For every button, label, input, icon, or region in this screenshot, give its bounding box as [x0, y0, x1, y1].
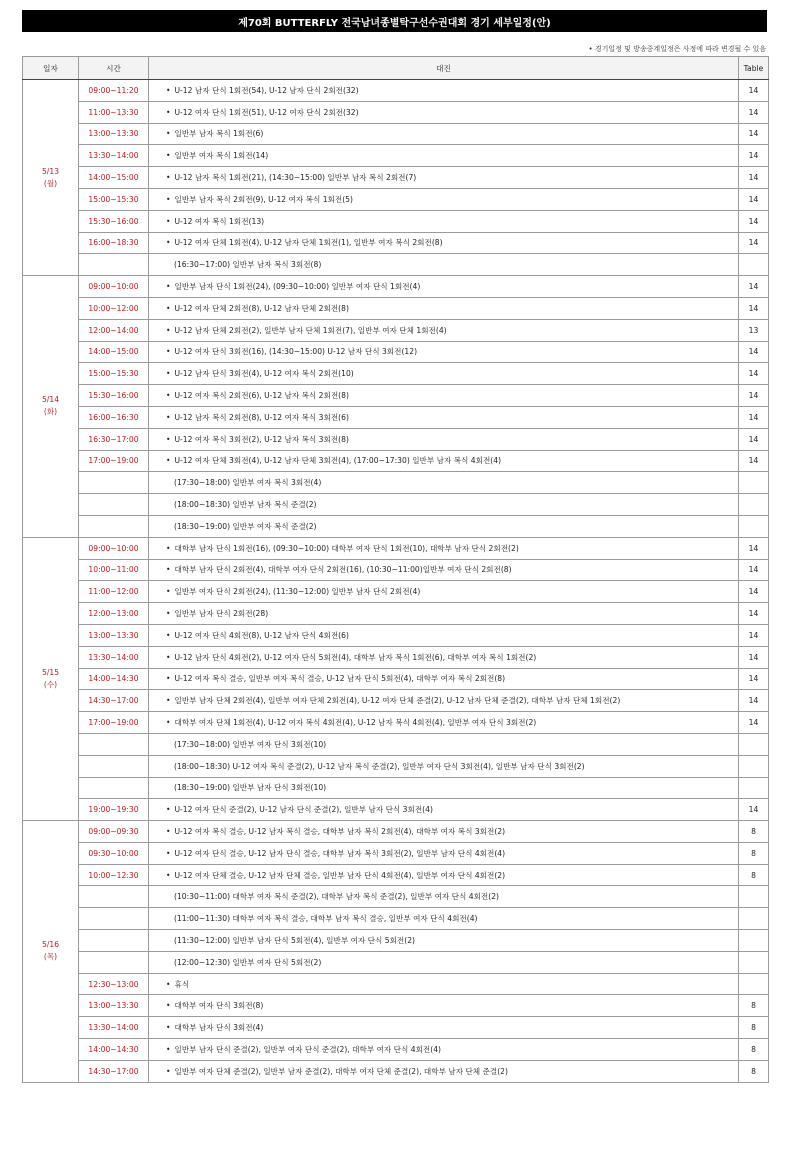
time-cell: 10:00~12:30 — [79, 864, 149, 886]
table-count-cell: 14 — [739, 799, 769, 821]
bullet-icon: • — [166, 85, 171, 95]
table-count-cell: 14 — [739, 101, 769, 123]
table-row — [23, 951, 769, 973]
time-cell: 14:00~14:30 — [79, 668, 149, 690]
time-cell: 13:00~13:30 — [79, 624, 149, 646]
match-cell — [149, 188, 739, 210]
match-cell — [149, 821, 739, 843]
bullet-icon: • — [166, 238, 171, 248]
match-text: 일반부 남자 단체 2회전(4), 일반부 여자 단체 2회전(4), U-12 여자 단체 준결(2), U-12 남자 단체 준결(2), 대학부 남자 단체 1회전(2) — [174, 696, 621, 706]
table-count-cell: 13 — [739, 319, 769, 341]
day-date: 5/14 — [41, 395, 60, 405]
table-row — [23, 167, 769, 189]
table-count-cell: 8 — [739, 1060, 769, 1082]
table-row — [23, 559, 769, 581]
match-cell — [149, 494, 739, 516]
time-cell: 16:30~17:00 — [79, 428, 149, 450]
table-row — [23, 385, 769, 407]
bullet-icon: • — [166, 303, 171, 313]
table-count-cell: 14 — [739, 385, 769, 407]
table-row — [23, 145, 769, 167]
table-row — [23, 1060, 769, 1082]
table-row — [23, 581, 769, 603]
table-count-cell — [739, 930, 769, 952]
table-row — [23, 254, 769, 276]
match-text: U-12 여자 복식 2회전(6), U-12 남자 복식 2회전(8) — [174, 391, 349, 401]
bullet-icon: • — [166, 216, 171, 226]
table-count-cell: 14 — [739, 668, 769, 690]
table-header-row — [23, 57, 769, 80]
match-text: 대학부 여자 단체 1회전(4), U-12 여자 복식 4회전(4), U-12 남자 복식 4회전(4), 일반부 여자 단식 3회전(2) — [174, 718, 537, 727]
match-text: U-12 남자 단식 3회전(4), U-12 여자 복식 2회전(10) — [174, 369, 354, 379]
match-text: 휴식 — [174, 979, 190, 989]
table-row — [23, 494, 769, 516]
bullet-icon: • — [166, 848, 171, 858]
table-count-cell: 14 — [739, 428, 769, 450]
bullet-icon: • — [166, 369, 171, 379]
match-text: U-12 남자 단식 4회전(2), U-12 여자 단식 5회전(4), 대학부 남자 복식 1회전(6), 대학부 여자 복식 1회전(2) — [174, 652, 537, 662]
match-text: U-12 여자 단식 4회전(8), U-12 남자 단식 4회전(6) — [174, 630, 349, 640]
match-cell — [149, 406, 739, 428]
match-cell — [149, 624, 739, 646]
match-text: 대학부 남자 단식 2회전(4), 대학부 여자 단식 2회전(16), (10:30~11:00)일반부 여자 단식 2회전(8) — [174, 565, 512, 575]
match-cell — [149, 167, 739, 189]
match-cell — [149, 297, 739, 319]
table-row — [23, 908, 769, 930]
time-cell: 14:30~17:00 — [79, 690, 149, 712]
header-match: 대진 — [149, 57, 739, 80]
time-cell: 17:00~19:00 — [79, 450, 149, 472]
match-text: 대학부 남자 단식 3회전(4) — [174, 1023, 264, 1033]
bullet-icon: • — [166, 587, 171, 597]
table-count-cell — [739, 494, 769, 516]
bullet-icon: • — [166, 609, 171, 619]
match-text: 대학부 여자 단식 3회전(8) — [174, 1001, 264, 1011]
time-cell: 14:00~14:30 — [79, 1039, 149, 1061]
table-count-cell — [739, 755, 769, 777]
table-row — [23, 363, 769, 385]
bullet-icon: • — [166, 652, 171, 662]
match-text: (11:30~12:00) 일반부 남자 단식 5회전(4), 일반부 여자 단식 5회전(2) — [174, 935, 415, 945]
match-text: U-12 여자 단체 1회전(4), U-12 남자 단체 1회전(1), 일반부 여자 복식 2회전(8) — [174, 238, 443, 248]
table-count-cell: 8 — [739, 995, 769, 1017]
table-count-cell: 14 — [739, 624, 769, 646]
match-text: (12:00~12:30) 일반부 여자 단식 5회전(2) — [174, 957, 322, 967]
time-cell: 13:30~14:00 — [79, 646, 149, 668]
table-row — [23, 603, 769, 625]
match-cell — [149, 341, 739, 363]
match-text: 대학부 남자 단식 1회전(16), (09:30~10:00) 대학부 여자 단식 1회전(10), 대학부 남자 단식 2회전(2) — [174, 543, 519, 553]
bullet-icon: • — [166, 630, 171, 640]
day-date-cell — [23, 80, 79, 276]
match-text: 일반부 여자 복식 1회전(14) — [174, 151, 269, 161]
time-cell: 15:30~16:00 — [79, 385, 149, 407]
table-count-cell: 14 — [739, 297, 769, 319]
bullet-icon: • — [166, 173, 171, 183]
time-cell — [79, 494, 149, 516]
bullet-icon: • — [166, 696, 171, 706]
match-cell — [149, 973, 739, 995]
match-text: U-12 여자 단식 결승, U-12 남자 단식 결승, 대학부 남자 복식 3회전(2), 일반부 남자 단식 4회전(4) — [174, 848, 506, 858]
time-cell: 16:00~16:30 — [79, 406, 149, 428]
time-cell: 09:00~10:00 — [79, 537, 149, 559]
table-row — [23, 80, 769, 102]
header-time: 시간 — [79, 57, 149, 80]
table-count-cell: 14 — [739, 712, 769, 734]
table-row — [23, 712, 769, 734]
table-row — [23, 210, 769, 232]
time-cell — [79, 886, 149, 908]
time-cell — [79, 254, 149, 276]
match-cell — [149, 145, 739, 167]
match-cell — [149, 319, 739, 341]
time-cell: 12:00~14:00 — [79, 319, 149, 341]
table-count-cell: 14 — [739, 406, 769, 428]
table-row — [23, 690, 769, 712]
match-text: (18:00~18:30) 일반부 남자 복식 준결(2) — [174, 500, 317, 510]
day-date: 5/13 — [41, 166, 60, 176]
bullet-icon: • — [166, 107, 171, 117]
table-row — [23, 624, 769, 646]
bullet-icon: • — [166, 347, 171, 357]
table-count-cell: 14 — [739, 690, 769, 712]
table-count-cell: 8 — [739, 842, 769, 864]
bullet-icon: • — [166, 674, 171, 684]
schedule-table — [22, 56, 769, 1083]
match-text: 일반부 여자 단체 준결(2), 일반부 남자 준결(2), 대학부 여자 단체 준결(2), 대학부 남자 단체 준결(2) — [174, 1066, 508, 1076]
table-row — [23, 297, 769, 319]
table-count-cell: 14 — [739, 276, 769, 298]
table-row — [23, 188, 769, 210]
table-row — [23, 341, 769, 363]
table-row — [23, 973, 769, 995]
match-text: 일반부 남자 복식 2회전(9), U-12 여자 복식 1회전(5) — [174, 194, 353, 204]
match-cell — [149, 930, 739, 952]
match-cell — [149, 951, 739, 973]
table-row — [23, 668, 769, 690]
time-cell: 12:30~13:00 — [79, 973, 149, 995]
match-cell — [149, 1017, 739, 1039]
table-row — [23, 537, 769, 559]
match-cell — [149, 210, 739, 232]
time-cell: 11:00~13:30 — [79, 101, 149, 123]
table-count-cell — [739, 254, 769, 276]
time-cell: 10:00~11:00 — [79, 559, 149, 581]
time-cell: 13:30~14:00 — [79, 1017, 149, 1039]
match-text: U-12 여자 단식 준결(2), U-12 남자 단식 준결(2), 일반부 남자 단식 3회전(4) — [174, 805, 433, 815]
bullet-icon: • — [166, 151, 171, 161]
time-cell: 12:00~13:00 — [79, 603, 149, 625]
match-cell — [149, 472, 739, 494]
time-cell: 13:00~13:30 — [79, 123, 149, 145]
bullet-icon: • — [166, 979, 171, 989]
table-row — [23, 428, 769, 450]
table-count-cell: 14 — [739, 167, 769, 189]
table-count-cell: 14 — [739, 341, 769, 363]
time-cell: 09:00~11:20 — [79, 80, 149, 102]
table-count-cell: 14 — [739, 559, 769, 581]
page-title: 제70회 BUTTERFLY 전국남녀종별탁구선수권대회 경기 세부일정(안) — [22, 10, 767, 32]
table-row — [23, 232, 769, 254]
match-text: (10:30~11:00) 대학부 여자 복식 준결(2), 대학부 남자 복식 준결(2), 일반부 여자 단식 4회전(2) — [174, 892, 500, 902]
table-row — [23, 842, 769, 864]
table-row — [23, 450, 769, 472]
time-cell: 10:00~12:00 — [79, 297, 149, 319]
match-cell — [149, 232, 739, 254]
time-cell — [79, 515, 149, 537]
match-cell — [149, 385, 739, 407]
table-row — [23, 777, 769, 799]
bullet-icon: • — [166, 325, 171, 335]
day-weekday: (목) — [43, 952, 58, 962]
match-cell — [149, 842, 739, 864]
table-count-cell: 14 — [739, 80, 769, 102]
match-cell — [149, 450, 739, 472]
header-date: 일자 — [23, 57, 79, 80]
day-weekday: (월) — [43, 178, 58, 188]
match-text: U-12 여자 단식 1회전(51), U-12 여자 단식 2회전(32) — [174, 107, 359, 117]
match-text: U-12 남자 복식 2회전(8), U-12 여자 복식 3회전(6) — [174, 412, 349, 422]
match-text: 일반부 남자 단식 준결(2), 일반부 여자 단식 준결(2), 대학부 여자 단식 4회전(4) — [174, 1044, 442, 1054]
bullet-icon: • — [166, 412, 171, 422]
match-cell — [149, 581, 739, 603]
match-text: (16:30~17:00) 일반부 남자 복식 3회전(8) — [174, 260, 322, 270]
table-count-cell — [739, 886, 769, 908]
table-count-cell: 14 — [739, 188, 769, 210]
table-row — [23, 406, 769, 428]
table-count-cell: 14 — [739, 232, 769, 254]
match-cell — [149, 995, 739, 1017]
table-row — [23, 799, 769, 821]
time-cell — [79, 930, 149, 952]
table-count-cell — [739, 908, 769, 930]
table-row — [23, 821, 769, 843]
bullet-icon: • — [166, 391, 171, 401]
table-count-cell: 14 — [739, 123, 769, 145]
time-cell: 13:00~13:30 — [79, 995, 149, 1017]
match-text: U-12 남자 단체 2회전(2), 일반부 남자 단체 1회전(7), 일반부 여자 단체 1회전(4) — [174, 325, 447, 335]
day-date-cell — [23, 537, 79, 820]
match-text: (18:30~19:00) 일반부 여자 복식 준결(2) — [174, 521, 317, 531]
time-cell: 15:00~15:30 — [79, 363, 149, 385]
bullet-icon: • — [166, 826, 171, 836]
time-cell: 09:00~10:00 — [79, 276, 149, 298]
time-cell — [79, 733, 149, 755]
table-row — [23, 646, 769, 668]
time-cell — [79, 777, 149, 799]
match-text: U-12 여자 복식 결승, 일반부 여자 복식 결승, U-12 남자 단식 5회전(4), 대학부 여자 복식 2회전(8) — [174, 674, 506, 684]
match-cell — [149, 799, 739, 821]
table-count-cell: 14 — [739, 210, 769, 232]
table-count-cell — [739, 733, 769, 755]
match-text: 일반부 남자 복식 1회전(6) — [174, 129, 264, 139]
table-count-cell: 14 — [739, 537, 769, 559]
table-count-cell: 14 — [739, 363, 769, 385]
match-text: U-12 남자 단식 1회전(54), U-12 남자 단식 2회전(32) — [174, 85, 359, 95]
match-cell — [149, 1039, 739, 1061]
match-cell — [149, 80, 739, 102]
table-count-cell — [739, 472, 769, 494]
time-cell: 17:00~19:00 — [79, 712, 149, 734]
match-cell — [149, 864, 739, 886]
time-cell: 15:30~16:00 — [79, 210, 149, 232]
bullet-icon: • — [166, 282, 171, 292]
day-date-cell — [23, 821, 79, 1083]
bullet-icon: • — [166, 718, 171, 727]
match-cell — [149, 712, 739, 734]
match-cell — [149, 101, 739, 123]
table-count-cell: 8 — [739, 1039, 769, 1061]
bullet-icon: • — [166, 543, 171, 553]
match-cell — [149, 908, 739, 930]
table-row — [23, 864, 769, 886]
match-cell — [149, 668, 739, 690]
day-date: 5/15 — [41, 667, 60, 677]
table-row — [23, 1017, 769, 1039]
match-text: U-12 여자 단체 2회전(8), U-12 남자 단체 2회전(8) — [174, 303, 349, 313]
time-cell: 14:00~15:00 — [79, 341, 149, 363]
match-cell — [149, 603, 739, 625]
time-cell — [79, 951, 149, 973]
table-count-cell: 8 — [739, 864, 769, 886]
match-text: (17:30~18:00) 일반부 여자 단식 3회전(10) — [174, 739, 327, 749]
bullet-icon: • — [166, 870, 171, 880]
match-text: 일반부 여자 단식 2회전(24), (11:30~12:00) 일반부 남자 단식 2회전(4) — [174, 587, 421, 597]
table-row — [23, 472, 769, 494]
match-text: 일반부 남자 단식 1회전(24), (09:30~10:00) 일반부 여자 단식 1회전(4) — [174, 282, 421, 292]
time-cell — [79, 472, 149, 494]
table-count-cell: 14 — [739, 145, 769, 167]
match-text: U-12 남자 복식 1회전(21), (14:30~15:00) 일반부 남자 복식 2회전(7) — [174, 173, 417, 183]
bullet-icon: • — [166, 194, 171, 204]
bullet-icon: • — [166, 1001, 171, 1011]
match-text: U-12 여자 복식 3회전(2), U-12 남자 복식 3회전(8) — [174, 434, 349, 444]
match-text: (18:30~19:00) 일반부 남자 단식 3회전(10) — [174, 783, 327, 793]
bullet-icon: • — [166, 456, 171, 466]
table-row — [23, 886, 769, 908]
match-text: U-12 여자 단체 3회전(4), U-12 남자 단체 3회전(4), (17:00~17:30) 일반부 남자 복식 4회전(4) — [174, 456, 502, 466]
table-row — [23, 1039, 769, 1061]
day-date-cell — [23, 276, 79, 538]
table-row — [23, 123, 769, 145]
match-text: (17:30~18:00) 일반부 여자 복식 3회전(4) — [174, 478, 322, 488]
day-date: 5/16 — [41, 940, 60, 950]
bullet-icon: • — [166, 1066, 171, 1076]
bullet-icon: • — [166, 805, 171, 815]
match-cell — [149, 254, 739, 276]
table-row — [23, 276, 769, 298]
table-row — [23, 995, 769, 1017]
table-row — [23, 930, 769, 952]
table-count-cell: 8 — [739, 1017, 769, 1039]
schedule-body — [23, 80, 769, 1083]
table-row — [23, 755, 769, 777]
bullet-icon: • — [166, 434, 171, 444]
time-cell: 16:00~18:30 — [79, 232, 149, 254]
match-cell — [149, 559, 739, 581]
match-text: 일반부 남자 단식 2회전(28) — [174, 609, 269, 619]
match-text: U-12 여자 복식 결승, U-12 남자 복식 결승, 대학부 남자 복식 2회전(4), 대학부 여자 복식 3회전(2) — [174, 826, 506, 836]
time-cell: 14:00~15:00 — [79, 167, 149, 189]
time-cell: 19:00~19:30 — [79, 799, 149, 821]
table-count-cell — [739, 515, 769, 537]
match-cell — [149, 1060, 739, 1082]
table-count-cell — [739, 951, 769, 973]
bullet-icon: • — [166, 129, 171, 139]
match-text: U-12 여자 단체 결승, U-12 남자 단체 결승, 일반부 남자 단식 4회전(4), 일반부 여자 단식 4회전(2) — [174, 870, 506, 880]
table-row — [23, 733, 769, 755]
match-text: U-12 여자 복식 1회전(13) — [174, 216, 265, 226]
match-cell — [149, 886, 739, 908]
table-row — [23, 101, 769, 123]
match-cell — [149, 276, 739, 298]
time-cell: 09:30~10:00 — [79, 842, 149, 864]
time-cell — [79, 908, 149, 930]
match-cell — [149, 733, 739, 755]
time-cell: 09:00~09:30 — [79, 821, 149, 843]
time-cell: 14:30~17:00 — [79, 1060, 149, 1082]
match-cell — [149, 123, 739, 145]
match-text: (18:00~18:30) U-12 여자 복식 준결(2), U-12 남자 복식 준결(2), 일반부 여자 단식 3회전(4), 일반부 남자 단식 3회전(2) — [174, 761, 585, 771]
day-weekday: (화) — [43, 407, 58, 417]
table-count-cell: 14 — [739, 646, 769, 668]
match-cell — [149, 537, 739, 559]
table-count-cell — [739, 777, 769, 799]
table-row — [23, 319, 769, 341]
bullet-icon: • — [166, 1023, 171, 1033]
bullet-icon: • — [166, 565, 171, 575]
match-cell — [149, 646, 739, 668]
match-cell — [149, 777, 739, 799]
match-text: (11:00~11:30) 대학부 여자 복식 결승, 대학부 남자 복식 결승, 일반부 여자 단식 4회전(4) — [174, 914, 478, 924]
table-count-cell: 14 — [739, 581, 769, 603]
table-count-cell: 8 — [739, 821, 769, 843]
time-cell: 13:30~14:00 — [79, 145, 149, 167]
day-weekday: (수) — [43, 679, 58, 689]
table-count-cell: 14 — [739, 603, 769, 625]
time-cell — [79, 755, 149, 777]
time-cell: 11:00~12:00 — [79, 581, 149, 603]
match-cell — [149, 515, 739, 537]
match-cell — [149, 428, 739, 450]
schedule-note: • 경기일정 및 방송중계일정은 사정에 따라 변경될 수 있음 — [588, 45, 766, 53]
table-count-cell — [739, 973, 769, 995]
table-count-cell: 14 — [739, 450, 769, 472]
time-cell: 15:00~15:30 — [79, 188, 149, 210]
table-row — [23, 515, 769, 537]
match-text: U-12 여자 단식 3회전(16), (14:30~15:00) U-12 남자 단식 3회전(12) — [174, 347, 418, 357]
header-table: Table — [739, 57, 769, 80]
match-cell — [149, 690, 739, 712]
bullet-icon: • — [166, 1044, 171, 1054]
match-cell — [149, 755, 739, 777]
match-cell — [149, 363, 739, 385]
